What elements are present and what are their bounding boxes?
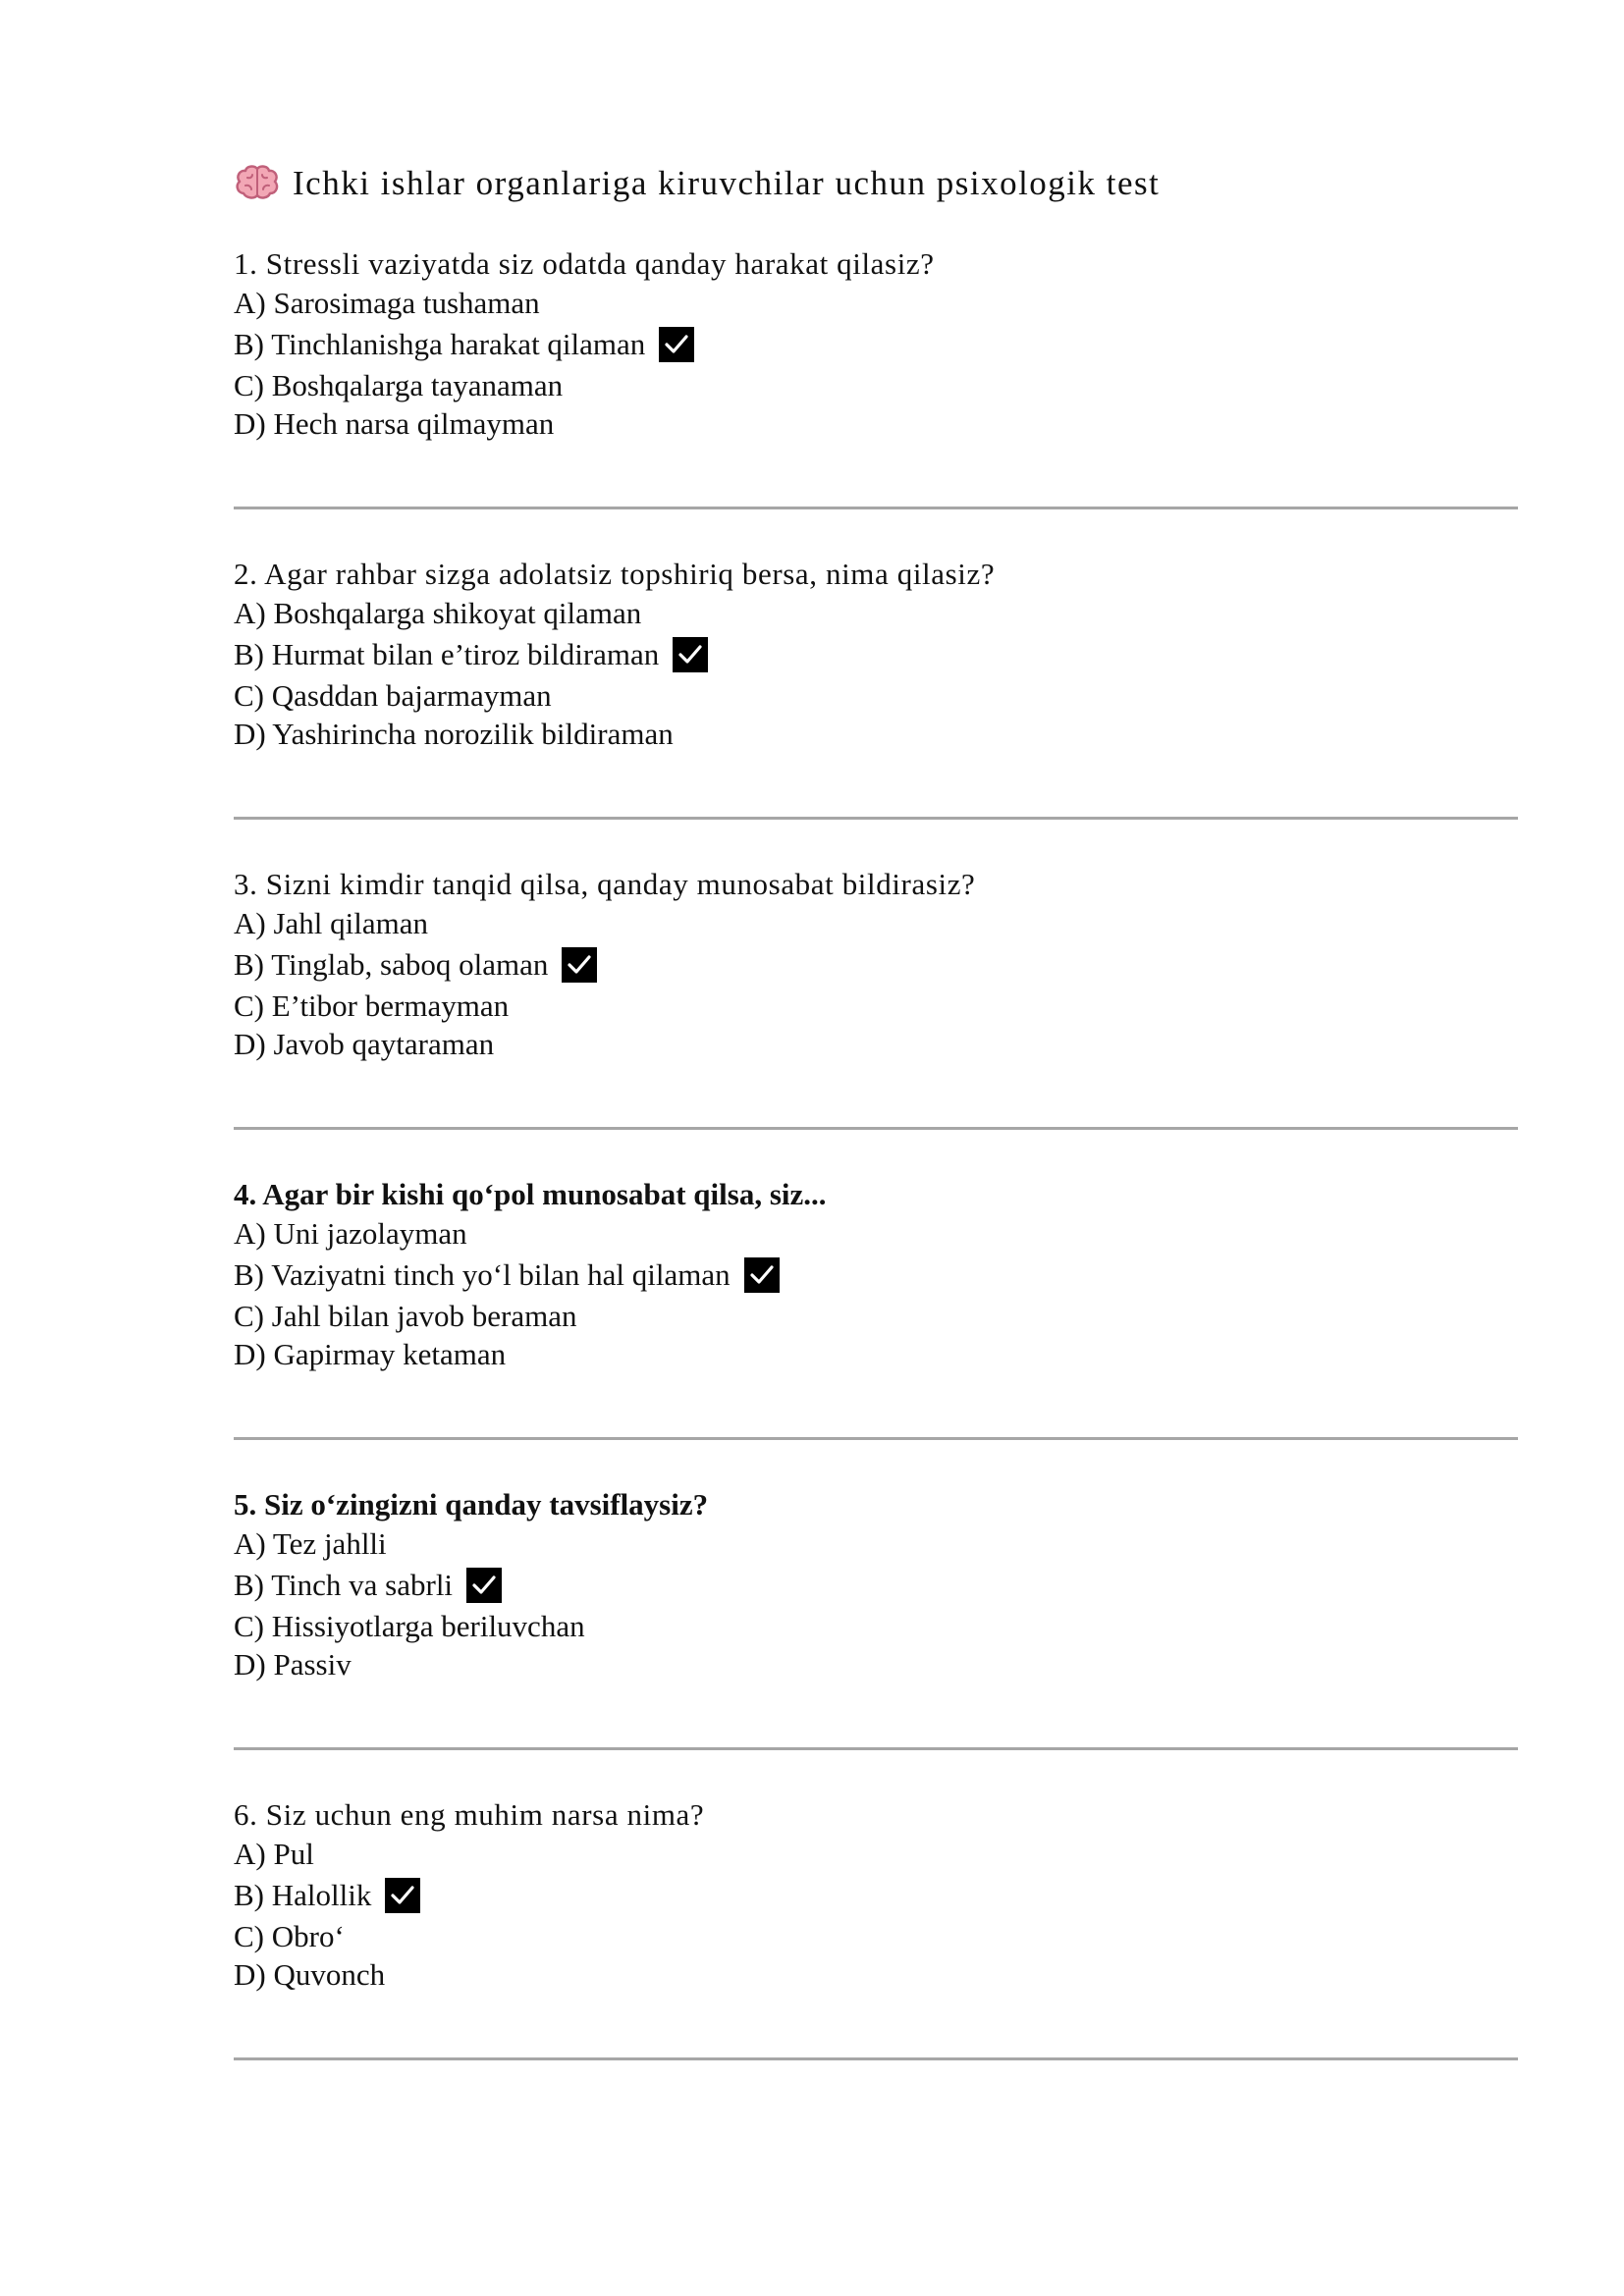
checkmark-icon (385, 1878, 420, 1913)
brain-icon (234, 164, 281, 203)
answer-option-label: D) Hech narsa qilmayman (234, 405, 555, 441)
answer-option-checked (234, 322, 1518, 366)
question-text: 5. Siz o‘zingizni qanday tavsiflaysiz? (234, 1487, 709, 1522)
answer-option-label: C) Boshqalarga tayanaman (234, 367, 564, 402)
question-block (234, 1175, 1518, 1485)
answer-option-label: C) Obro‘ (234, 1918, 345, 1953)
answer-option (234, 1524, 1518, 1563)
answer-option-label: C) Hissiyotlarga beriluvchan (234, 1608, 585, 1643)
answer-option-label: B) Hurmat bilan e’tiroz bildiraman (234, 636, 660, 671)
checkmark-icon (673, 637, 708, 672)
question-text: 4. Agar bir kishi qo‘pol munosabat qilsa, siz... (234, 1177, 827, 1211)
answer-option-label: D) Javob qaytaraman (234, 1026, 495, 1061)
section-divider (234, 1747, 1518, 1750)
page-title-text: Ichki ishlar organlariga kiruvchilar uchun psixologik test (293, 164, 1161, 202)
section-divider (234, 1127, 1518, 1130)
answer-option-label: A) Pul (234, 1836, 314, 1871)
answer-option (234, 404, 1518, 443)
answer-option (234, 715, 1518, 753)
answer-option (234, 1835, 1518, 1873)
question-text: 6. Siz uchun eng muhim narsa nima? (234, 1797, 705, 1832)
section-divider (234, 507, 1518, 509)
answer-option (234, 366, 1518, 404)
answer-option-checked (234, 1873, 1518, 1917)
answer-option-label: D) Gapirmay ketaman (234, 1336, 507, 1371)
answer-option-label: B) Halollik (234, 1877, 372, 1912)
answer-option-label: C) Qasddan bajarmayman (234, 677, 552, 713)
answer-option (234, 904, 1518, 942)
answer-option-label: A) Tez jahlli (234, 1525, 387, 1561)
answer-option (234, 1335, 1518, 1373)
question-text: 1. Stressli vaziyatda siz odatda qanday harakat qilasiz? (234, 246, 935, 281)
answer-option-label: D) Quvonch (234, 1956, 386, 1992)
answer-option-label: A) Uni jazolayman (234, 1215, 467, 1251)
answer-option (234, 1214, 1518, 1253)
answer-option-label: D) Passiv (234, 1646, 352, 1682)
answer-option (234, 1025, 1518, 1063)
answer-option (234, 987, 1518, 1025)
question-block (234, 865, 1518, 1175)
answer-option (234, 1297, 1518, 1335)
answer-option-checked (234, 1253, 1518, 1297)
page-title (234, 162, 1160, 205)
answer-option (234, 676, 1518, 715)
question-text: 3. Sizni kimdir tanqid qilsa, qanday munosabat bildirasiz? (234, 867, 976, 901)
checkmark-icon (562, 947, 597, 983)
answer-option (234, 1955, 1518, 1994)
answer-option (234, 1917, 1518, 1955)
answer-option-label: B) Vaziyatni tinch yo‘l bilan hal qilaman (234, 1256, 731, 1292)
question-list (234, 244, 1518, 2106)
answer-option-checked (234, 942, 1518, 987)
answer-option-label: C) Jahl bilan javob beraman (234, 1298, 577, 1333)
checkmark-icon (744, 1257, 780, 1293)
question-text: 2. Agar rahbar sizga adolatsiz topshiriq bersa, nima qilasiz? (234, 557, 996, 591)
question-block (234, 1485, 1518, 1795)
answer-option (234, 594, 1518, 632)
question-block (234, 244, 1518, 555)
section-divider (234, 2057, 1518, 2060)
checkmark-icon (466, 1568, 502, 1603)
answer-option-checked (234, 632, 1518, 676)
answer-option-label: B) Tinglab, saboq olaman (234, 946, 549, 982)
answer-option-label: A) Jahl qilaman (234, 905, 429, 940)
answer-option-label: C) E’tibor bermayman (234, 988, 510, 1023)
question-block (234, 1795, 1518, 2106)
answer-option (234, 284, 1518, 322)
checkmark-icon (659, 327, 694, 362)
answer-option (234, 1645, 1518, 1683)
section-divider (234, 1437, 1518, 1440)
answer-option-label: A) Sarosimaga tushaman (234, 285, 540, 320)
answer-option-label: A) Boshqalarga shikoyat qilaman (234, 595, 642, 630)
section-divider (234, 817, 1518, 820)
answer-option-checked (234, 1563, 1518, 1607)
question-block (234, 555, 1518, 865)
answer-option (234, 1607, 1518, 1645)
answer-option-label: B) Tinchlanishga harakat qilaman (234, 326, 646, 361)
answer-option-label: D) Yashirincha norozilik bildiraman (234, 716, 674, 751)
answer-option-label: B) Tinch va sabrli (234, 1567, 454, 1602)
